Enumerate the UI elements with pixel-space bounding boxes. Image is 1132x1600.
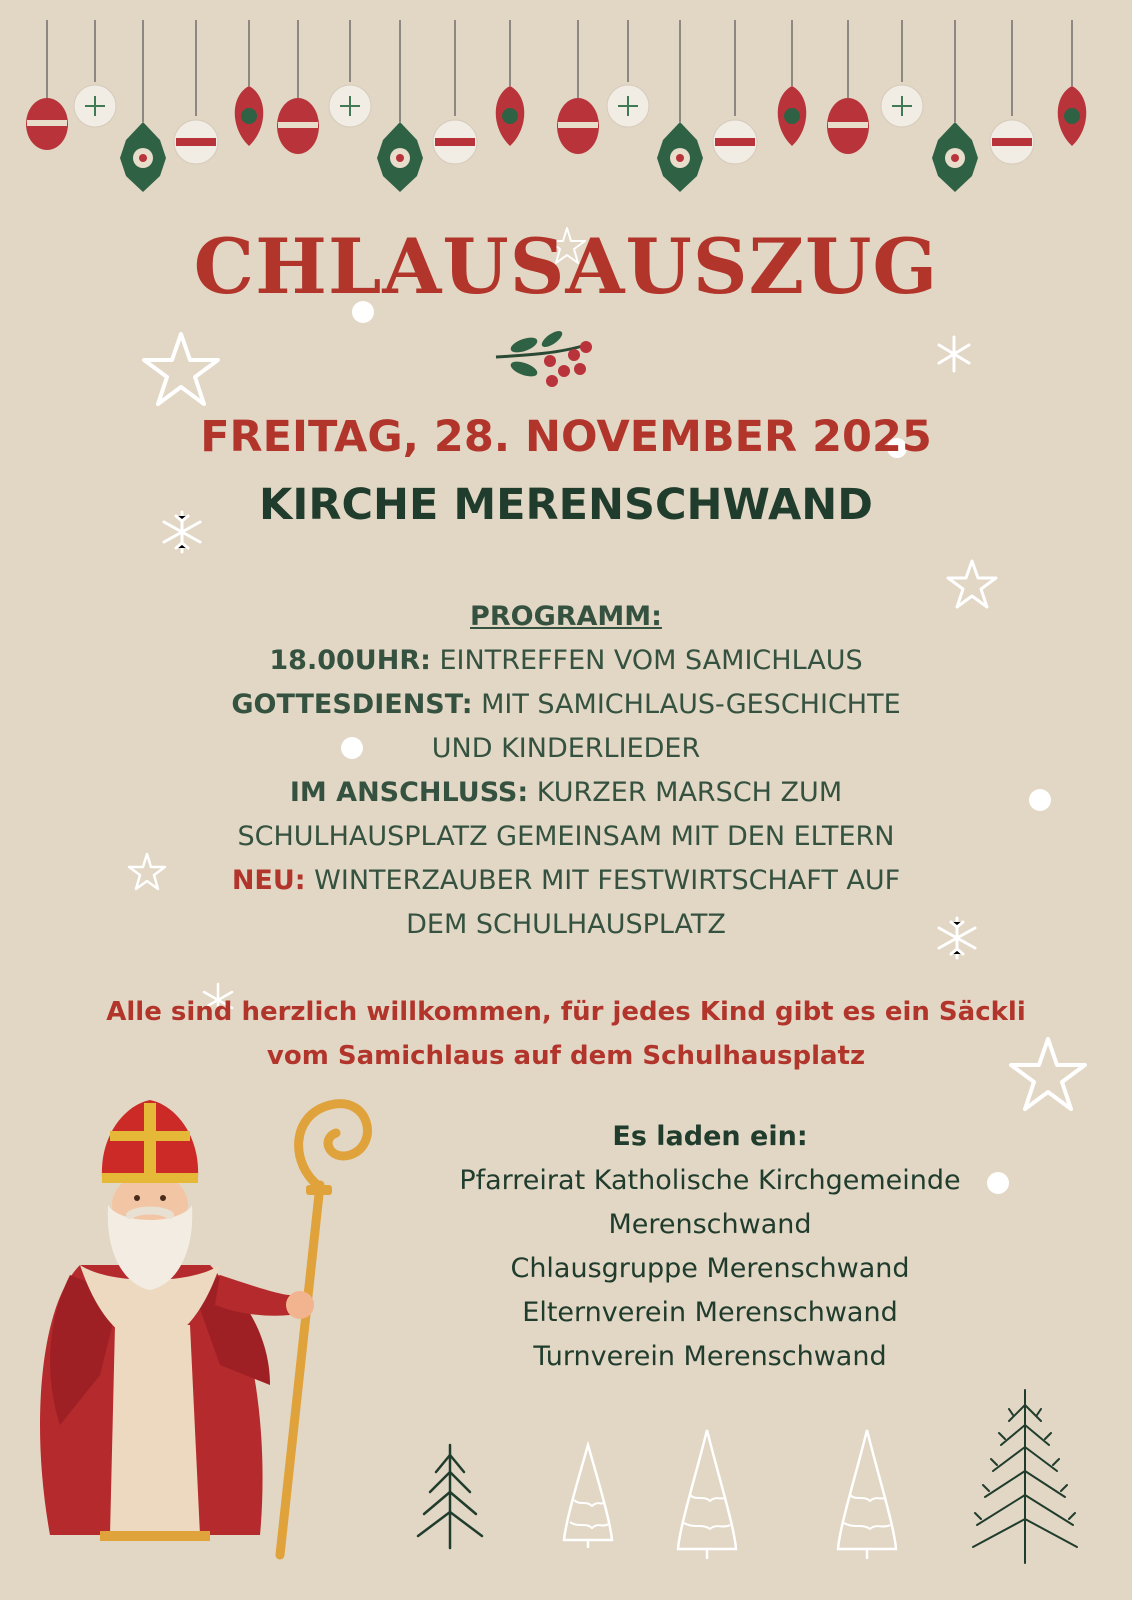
program-item [120,683,1012,727]
hosts-section [410,1115,1010,1379]
program-item [120,859,1012,903]
program-item-continued: SCHULHAUSPLATZ GEMEINSAM MIT DEN ELTERN [237,821,895,852]
program-item-label: IM ANSCHLUSS: [289,777,529,808]
program-item-text: WINTERZAUBER MIT FESTWIRTSCHAFT AUF [305,865,901,896]
program-item [120,771,1012,815]
program-item-continued: UND KINDERLIEDER [431,733,701,764]
tree-icon [558,1440,618,1550]
tree-icon [965,1385,1085,1565]
program-heading: PROGRAMM: [470,601,662,632]
tree-icon [672,1425,742,1565]
program-section [120,595,1012,947]
host-line: Elternverein Merenschwand [522,1297,898,1328]
hosts-heading: Es laden ein: [612,1121,808,1152]
program-item-text: KURZER MARSCH ZUM [528,777,843,808]
program-item-text: EINTREFFEN VOM SAMICHLAUS [430,645,863,676]
program-item-label: GOTTESDIENST: [231,689,473,720]
program-item-continued: DEM SCHULHAUSPLATZ [406,909,726,940]
tree-icon [832,1425,902,1565]
poster-title: CHLAUSAUSZUG [193,222,939,311]
welcome-message [40,990,1092,1078]
welcome-line: Alle sind herzlich willkommen, für jedes Kind gibt es ein Säckli [106,997,1026,1027]
host-line: Merenschwand [608,1209,812,1240]
program-item-label: NEU: [231,865,306,896]
event-location: KIRCHE MERENSCHWAND [259,480,873,530]
samichlaus-illustration [20,1095,380,1575]
program-item [120,639,1012,683]
event-date: FREITAG, 28. NOVEMBER 2025 [200,412,932,462]
host-line: Turnverein Merenschwand [533,1341,887,1372]
tree-icon [410,1440,490,1550]
host-line: Chlausgruppe Merenschwand [510,1253,910,1284]
holly-berry-icon [490,325,600,395]
program-item-label: 18.00UHR: [269,645,431,676]
program-item-text: MIT SAMICHLAUS-GESCHICHTE [472,689,901,720]
host-line: Pfarreirat Katholische Kirchgemeinde [459,1165,961,1196]
welcome-line: vom Samichlaus auf dem Schulhausplatz [266,1041,866,1071]
